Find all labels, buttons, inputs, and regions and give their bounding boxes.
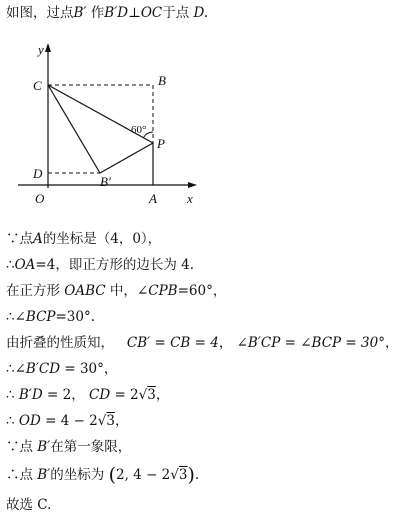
point-b-prime: B′ [37, 467, 51, 483]
segment-bd: B′D [104, 5, 129, 21]
segment-od: OD [18, 413, 41, 429]
sqrt-radicand: 3 [147, 387, 156, 403]
segment-b-prime-p [100, 143, 153, 173]
y-axis-arrow [45, 43, 51, 52]
step-8 [6, 412, 128, 430]
step-text: ， [384, 335, 399, 351]
intro-text: 于点 [162, 5, 190, 21]
label-x: x [187, 191, 193, 206]
sqrt-radicand: 3 [178, 467, 188, 483]
step-text: 在第一象限， [50, 439, 132, 455]
point-b-prime: B′ [37, 439, 51, 455]
label-a: A [149, 191, 157, 206]
step-text: =60°， [177, 283, 227, 299]
step-text: =4，即正方形的边长为 4. [35, 257, 194, 273]
geometry-figure [0, 30, 220, 210]
segment-cd: CD [89, 387, 111, 403]
label-y: y [38, 42, 44, 57]
step-2 [6, 256, 194, 274]
segment-oa: OA [14, 257, 36, 273]
angle-cpb: CPB [148, 283, 178, 299]
sqrt-sign: √ [97, 413, 107, 429]
label-o: O [35, 191, 45, 206]
segment-bd: B′D [18, 387, 43, 403]
step-text: ∵点 [6, 439, 33, 455]
label-angle-60: 60° [131, 124, 147, 136]
step-text: ∴点 [6, 467, 33, 483]
right-paren: ) [187, 464, 195, 486]
step-text: ∴ [6, 413, 15, 429]
step-text: ， [155, 387, 170, 403]
step-text: 的坐标是（4，0）， [42, 231, 162, 247]
equation-cb: CB′ = CB = 4 [126, 335, 219, 351]
label-b: B [158, 73, 166, 88]
step-text: 在正方形 [6, 283, 60, 299]
intro-text: 作 [90, 5, 105, 21]
step-text: ， [114, 413, 129, 429]
step-text: . [194, 467, 200, 483]
step-text: 的坐标为 [50, 467, 105, 483]
step-6 [6, 360, 117, 378]
step-text: ∴ [6, 257, 15, 273]
x-axis-arrow [188, 182, 197, 188]
step-text: ∵点 [6, 231, 33, 247]
step-text: ∴ [6, 387, 15, 403]
step-9 [6, 438, 131, 456]
step-7 [6, 386, 169, 404]
label-d: D [33, 166, 43, 181]
point-b-prime: B′ [73, 5, 87, 21]
label-p: P [157, 136, 165, 151]
step-text: = 4 − 2 [45, 413, 98, 429]
left-paren: ( [108, 464, 117, 486]
step-text: = 2 [114, 387, 139, 403]
label-c: C [33, 78, 42, 93]
answer-text: 故选 C. [6, 497, 52, 513]
label-b-prime: B′ [100, 174, 111, 189]
point-d: D. [193, 5, 209, 21]
step-text: = 2， [47, 387, 85, 403]
step-text: ∴∠ [6, 361, 26, 377]
angle-bcp: BCP [25, 309, 56, 325]
point-a: A [33, 231, 43, 247]
step-text: ， [218, 335, 233, 351]
step-3 [6, 282, 226, 300]
segment-cb-prime [48, 85, 100, 173]
square-oabc: OABC [64, 283, 106, 299]
step-text: =30°. [55, 309, 96, 325]
equation-angle: ∠B′CP = ∠BCP = 30° [236, 335, 385, 351]
intro-text: 如图，过点 [6, 5, 74, 21]
step-4 [6, 308, 95, 326]
step-text: = 30°， [64, 361, 118, 377]
segment-oc: OC [140, 5, 163, 21]
intro-line [6, 4, 208, 22]
step-text: 由折叠的性质知， [6, 335, 114, 351]
coordinate-value: 2, 4 − 2 [116, 467, 171, 483]
perp-symbol: ⊥ [128, 5, 141, 21]
step-5 [6, 334, 398, 352]
sqrt-sign: √ [170, 467, 179, 483]
step-text: 中，∠ [109, 283, 149, 299]
angle-bcd: B′CD [25, 361, 61, 377]
sqrt-radicand: 3 [106, 413, 115, 429]
step-11 [6, 496, 51, 514]
step-10 [6, 466, 199, 484]
step-text: ∴∠ [6, 309, 26, 325]
step-1 [6, 230, 161, 248]
sqrt-sign: √ [138, 387, 148, 403]
